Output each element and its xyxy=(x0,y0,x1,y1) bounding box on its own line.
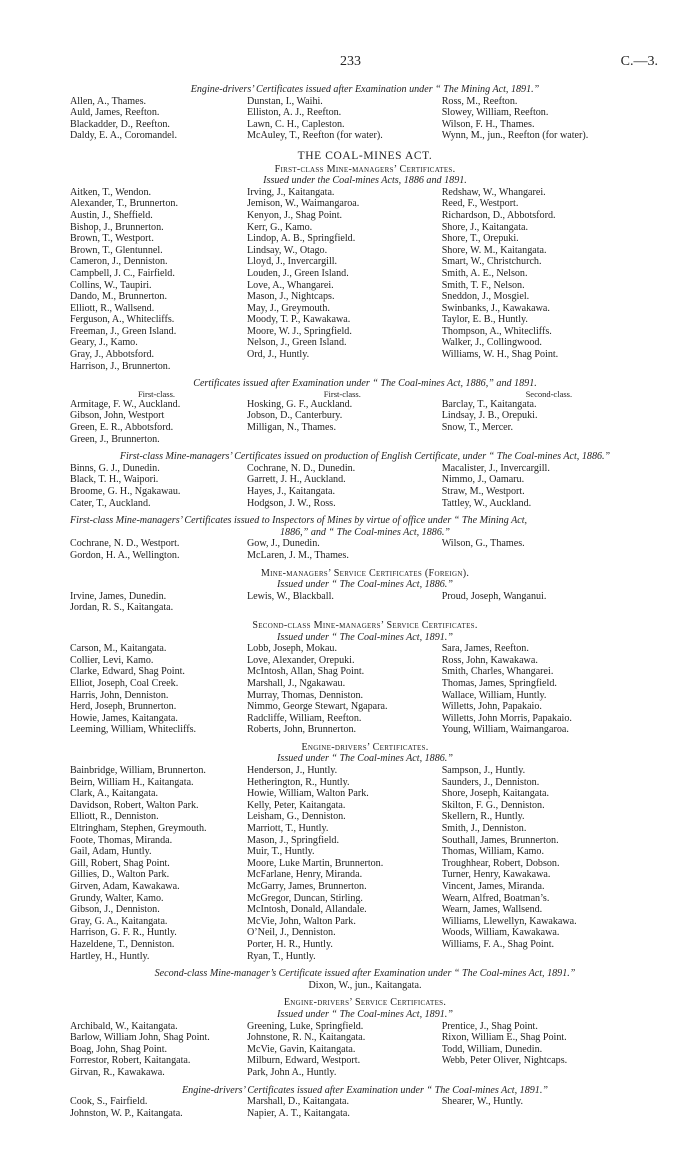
list-entry: Williams, F. A., Shag Point. xyxy=(441,938,555,950)
list-entry: Saunders, J., Denniston. xyxy=(441,776,540,788)
list-entry: Shore, Joseph, Kaitangata. xyxy=(441,788,550,800)
list-entry: Moore, W. J., Springfield. xyxy=(247,325,352,337)
list-entry: Smith, A. E., Nelson. xyxy=(441,267,528,279)
list-entry: Hetherington, R., Huntly. xyxy=(247,776,350,788)
list-entry: McIntosh, Donald, Allandale. xyxy=(247,904,367,916)
section-heading: Certificates issued after Examination under “ The Coal-mines Act, 1886,” and 1891. xyxy=(193,378,537,390)
list-entry: Clarke, Edward, Shag Point. xyxy=(70,666,185,678)
list-entry: Nimmo, George Stewart, Ngapara. xyxy=(247,701,388,713)
list-entry: Green, E. R., Abbotsford. xyxy=(70,422,174,434)
list-entry: Snow, T., Mercer. xyxy=(441,422,513,434)
name-column xyxy=(247,1096,442,1119)
list-entry: Gray, G. A., Kaitangata. xyxy=(70,915,168,927)
name-column xyxy=(442,591,660,614)
list-entry: Gray, J., Abbotsford. xyxy=(70,349,155,361)
list-entry: McVie, Gavin, Kaitangata. xyxy=(247,1043,356,1055)
list-entry: O’Neil, J., Denniston. xyxy=(247,927,336,939)
list-entry: Archibald, W., Kaitangata. xyxy=(70,1020,178,1032)
list-entry: Smart, W., Christchurch. xyxy=(441,256,542,268)
list-entry: Milligan, N., Thames. xyxy=(247,422,336,434)
section-heading: Engine-drivers’ Certificates. xyxy=(301,741,429,753)
list-entry: Marshall, J., Ngakawau. xyxy=(247,677,346,689)
list-entry: Elliston, A. J., Reefton. xyxy=(247,107,342,119)
list-entry: Shore, W. M., Kaitangata. xyxy=(441,244,547,256)
list-entry: Kelly, Peter, Kaitangata. xyxy=(247,799,346,811)
list-entry: Walker, J., Collingwood. xyxy=(441,337,542,349)
name-column xyxy=(442,1096,660,1119)
list-entry: Elliott, R., Wallsend. xyxy=(70,302,155,314)
list-entry: Napier, A. T., Kaitangata. xyxy=(247,1107,350,1119)
list-entry: Wilson, G., Thames. xyxy=(441,538,525,550)
list-entry: Shore, J., Kaitangata. xyxy=(441,221,529,233)
page-number: 233 xyxy=(340,54,361,69)
document-reference: C.—3. xyxy=(620,54,658,69)
column-header: First-class. xyxy=(137,388,176,399)
list-entry: Lindsay, W., Otago. xyxy=(247,244,328,256)
list-entry: Wallace, William, Huntly. xyxy=(441,689,547,701)
list-entry: Webb, Peter Oliver, Nightcaps. xyxy=(441,1055,568,1067)
list-entry: Ryan, T., Huntly. xyxy=(247,950,316,962)
list-entry: Irving, J., Kaitangata. xyxy=(247,186,335,198)
list-entry: Cater, T., Auckland. xyxy=(70,497,151,509)
list-entry: Southall, James, Brunnerton. xyxy=(441,834,559,846)
list-entry: Harris, John, Denniston. xyxy=(70,689,169,701)
certificate-section xyxy=(70,742,660,968)
list-entry: Skellern, R., Huntly. xyxy=(441,811,525,823)
name-column xyxy=(442,643,660,736)
list-entry: Hayes, J., Kaitangata. xyxy=(247,486,336,497)
list-entry: Hodgson, J. W., Ross. xyxy=(247,497,336,509)
list-entry: Lawn, C. H., Capleston. xyxy=(247,118,345,130)
name-column xyxy=(442,1021,660,1079)
list-entry: Johnstone, R. N., Kaitangata. xyxy=(247,1032,366,1044)
list-entry: Tattley, W., Auckland. xyxy=(441,497,532,509)
list-entry: McFarlane, Henry, Miranda. xyxy=(247,869,363,881)
list-entry: Richardson, D., Abbotsford. xyxy=(441,209,556,221)
list-entry: Blackadder, D., Reefton. xyxy=(70,118,170,130)
list-entry: Barclay, T., Kaitangata. xyxy=(441,398,537,410)
list-entry: Dixon, W., jun., Kaitangata. xyxy=(308,979,422,991)
list-entry: Park, John A., Huntly. xyxy=(247,1066,337,1078)
list-entry: McLaren, J. M., Thames. xyxy=(247,549,349,561)
list-entry: Muir, T., Huntly. xyxy=(247,846,315,858)
list-entry: Mason, J., Nightcaps. xyxy=(247,291,335,303)
list-entry: Herd, Joseph, Brunnerton. xyxy=(70,701,177,713)
list-entry: Gibson, John, Westport xyxy=(70,410,165,422)
list-entry: Binns, G. J., Dunedin. xyxy=(70,462,160,474)
list-entry: Bishop, J., Brunnerton. xyxy=(70,221,164,233)
list-entry: Forrestor, Robert, Kaitangata. xyxy=(70,1055,191,1067)
list-entry: McIntosh, Allan, Shag Point. xyxy=(247,666,365,678)
section-heading: Engine-drivers’ Service Certificates. xyxy=(283,997,447,1009)
list-entry: Wilson, F. H., Thames. xyxy=(441,118,535,130)
list-entry: McGarry, James, Brunnerton. xyxy=(247,881,367,892)
list-entry: Ross, M., Reefton. xyxy=(441,95,518,107)
list-entry: Sampson, J., Huntly. xyxy=(441,765,526,777)
list-entry: Elliot, Joseph, Coal Creek. xyxy=(70,677,179,689)
name-column xyxy=(247,1021,442,1079)
list-entry: Girvan, R., Kawakawa. xyxy=(70,1066,165,1078)
page-header xyxy=(0,56,700,72)
list-entry: Harrison, J., Brunnerton. xyxy=(70,360,171,372)
list-entry: Kerr, G., Kamo. xyxy=(247,221,313,233)
list-entry: Gail, Adam, Huntly. xyxy=(70,846,152,858)
list-entry: Boag, John, Shag Point. xyxy=(70,1043,168,1055)
list-entry: Brown, T., Westport. xyxy=(70,233,154,245)
list-entry: Thompson, A., Whitecliffs. xyxy=(441,325,552,337)
section-heading: First-class Mine-managers’ Certificates issued on production of English Certificate, under “ The Coal-mines Act, 1886.” xyxy=(119,451,611,463)
list-entry: Porter, H. R., Huntly. xyxy=(247,938,333,950)
list-entry: Howie, James, Kaitangata. xyxy=(70,712,178,724)
name-column xyxy=(442,399,660,445)
list-entry: Vincent, James, Miranda. xyxy=(441,881,545,892)
name-table xyxy=(70,643,660,736)
list-entry: Louden, J., Green Island. xyxy=(247,267,349,279)
list-entry: Foote, Thomas, Miranda. xyxy=(70,834,173,846)
name-column xyxy=(247,643,442,736)
list-entry: Geary, J., Kamo. xyxy=(70,337,138,349)
list-entry: Auld, James, Reefton. xyxy=(70,107,160,119)
list-entry: Wearn, James, Wallsend. xyxy=(441,904,543,916)
section-heading: 1886,” and “ The Coal-mines Act, 1886.” xyxy=(279,526,451,538)
list-entry: Dunstan, I., Waihi. xyxy=(247,95,323,107)
list-entry: Austin, J., Sheffield. xyxy=(70,209,153,221)
list-entry: Straw, M., Westport. xyxy=(441,486,525,497)
list-entry: Swinbanks, J., Kawakawa. xyxy=(441,302,550,314)
list-entry: Wearn, Alfred, Boatman’s. xyxy=(441,892,550,904)
name-column xyxy=(442,538,660,561)
list-entry: Ferguson, A., Whitecliffs. xyxy=(70,314,175,326)
section-heading: Engine-drivers’ Certificates issued after Examination under “ The Coal-mines Act, 1891.” xyxy=(182,1084,548,1096)
name-column xyxy=(70,1096,247,1119)
list-entry: Love, A., Whangarei. xyxy=(247,279,334,291)
name-column xyxy=(442,463,660,509)
name-column xyxy=(442,187,660,373)
list-entry: Gordon, H. A., Wellington. xyxy=(70,549,180,561)
list-entry: Gillies, D., Walton Park. xyxy=(70,869,170,881)
list-entry: Alexander, T., Brunnerton. xyxy=(70,198,178,210)
name-column xyxy=(70,1021,247,1079)
name-column xyxy=(70,591,247,614)
list-entry: Moore, Luke Martin, Brunnerton. xyxy=(247,857,384,869)
name-table xyxy=(70,1096,660,1119)
list-entry: Dando, M., Brunnerton. xyxy=(70,291,167,303)
list-entry: Smith, J., Denniston. xyxy=(441,823,527,835)
list-entry: Henderson, J., Huntly. xyxy=(247,765,338,777)
list-entry: Willetts, John, Papakaio. xyxy=(441,701,542,713)
certificate-section xyxy=(70,378,660,451)
section-heading: Issued under “ The Coal-mines Act, 1886.” xyxy=(277,753,453,765)
list-entry: Shore, T., Orepuki. xyxy=(441,233,519,245)
list-entry: Armitage, F. W., Auckland. xyxy=(70,398,181,410)
list-entry: Bainbridge, William, Brunnerton. xyxy=(70,765,206,777)
list-entry: Troughhear, Robert, Dobson. xyxy=(441,857,560,869)
list-entry: Green, J., Brunnerton. xyxy=(70,433,160,445)
page-content xyxy=(70,84,660,1119)
list-entry: Campbell, J. C., Fairfield. xyxy=(70,267,175,279)
certificate-section xyxy=(70,568,660,620)
list-entry: Redshaw, W., Whangarei. xyxy=(441,186,546,198)
list-entry: Hazeldene, T., Denniston. xyxy=(70,938,175,950)
name-column xyxy=(70,463,247,509)
list-entry: Smith, T. F., Nelson. xyxy=(441,279,525,291)
section-heading: THE COAL-MINES ACT. xyxy=(297,149,433,162)
list-entry: Gill, Robert, Shag Point. xyxy=(70,857,170,869)
list-entry: Turner, Henry, Kawakawa. xyxy=(441,869,551,881)
list-entry: Radcliffe, William, Reefton. xyxy=(247,712,362,724)
list-entry: Lindop, A. B., Springfield. xyxy=(247,233,356,245)
certificate-section xyxy=(70,968,660,997)
list-entry: Reed, F., Westport. xyxy=(441,198,519,210)
list-entry: Gibson, J., Denniston. xyxy=(70,904,160,916)
list-entry: Elliott, R., Denniston. xyxy=(70,811,159,823)
list-entry: Kenyon, J., Shag Point. xyxy=(247,209,343,221)
list-entry: Jemison, W., Waimangaroa. xyxy=(247,198,360,210)
list-entry: Moody, T. P., Kawakawa. xyxy=(247,314,351,326)
list-entry: Davidson, Robert, Walton Park. xyxy=(70,799,199,811)
column-header: Second-class. xyxy=(525,388,573,399)
section-heading: Issued under “ The Coal-mines Act, 1891.” xyxy=(277,631,453,643)
list-entry: Marriott, T., Huntly. xyxy=(247,823,329,835)
list-entry: Young, William, Waimangaroa. xyxy=(441,724,569,736)
list-entry: Slowey, William, Reefton. xyxy=(441,107,549,119)
list-entry: Leisham, G., Denniston. xyxy=(247,811,346,823)
list-entry: McVie, John, Walton Park. xyxy=(247,915,356,927)
list-entry: Lindsay, J. B., Orepuki. xyxy=(441,410,538,422)
list-entry: Irvine, James, Dunedin. xyxy=(70,590,167,602)
list-entry: Jordan, R. S., Kaitangata. xyxy=(70,602,174,614)
section-heading: Issued under the Coal-mines Acts, 1886 and 1891. xyxy=(263,175,467,187)
list-entry: Lewis, W., Blackball. xyxy=(247,590,334,602)
list-entry: Carson, M., Kaitangata. xyxy=(70,643,167,655)
list-entry: Sneddon, J., Mosgiel. xyxy=(441,291,530,303)
list-entry: Collier, Levi, Kamo. xyxy=(70,654,154,666)
list-entry: Skilton, F. G., Denniston. xyxy=(441,799,545,811)
list-entry: Black, T. H., Waipori. xyxy=(70,474,159,486)
section-heading: First-class Mine-managers’ Certificates. xyxy=(274,163,456,175)
list-entry: Girven, Adam, Kawakawa. xyxy=(70,881,180,892)
list-entry: Freeman, J., Green Island. xyxy=(70,325,177,337)
name-column xyxy=(247,463,442,509)
section-heading: Issued under “ The Coal-mines Act, 1886.” xyxy=(277,579,453,591)
list-entry: Taylor, E. B., Huntly. xyxy=(441,314,528,326)
list-entry: Roberts, John, Brunnerton. xyxy=(247,724,357,736)
list-entry: Cochrane, N. D., Dunedin. xyxy=(247,462,356,474)
list-entry: Brown, T., Glentunnel. xyxy=(70,244,163,256)
column-headers xyxy=(70,390,660,399)
section-heading: First-class Mine-managers’ Certificates issued to Inspectors of Mines by virtue of office under “ The Mining Act, xyxy=(70,515,528,527)
column-header: First-class. xyxy=(323,388,361,399)
list-entry: McAuley, T., Reefton (for water). xyxy=(247,130,383,142)
list-entry: Barlow, William John, Shag Point. xyxy=(70,1032,210,1044)
name-column xyxy=(70,187,247,373)
list-entry: Harrison, G. F. R., Huntly. xyxy=(70,927,177,939)
list-entry: Broome, G. H., Ngakawau. xyxy=(70,486,181,497)
list-entry: Prentice, J., Shag Point. xyxy=(441,1020,538,1032)
name-column xyxy=(70,765,247,962)
name-table xyxy=(70,187,660,373)
list-entry: Ross, John, Kawakawa. xyxy=(441,654,538,666)
name-column xyxy=(247,538,442,561)
list-entry: Jobson, D., Canterbury. xyxy=(247,410,343,422)
certificate-section xyxy=(70,151,660,378)
list-entry: Proud, Joseph, Wanganui. xyxy=(441,590,547,602)
list-entry: Mason, J., Springfield. xyxy=(247,834,339,846)
list-entry: Grundy, Walter, Kamo. xyxy=(70,892,164,904)
list-entry: Cochrane, N. D., Westport. xyxy=(70,538,180,550)
name-column xyxy=(247,399,442,445)
name-column xyxy=(247,187,442,373)
list-entry: Aitken, T., Wendon. xyxy=(70,186,152,198)
list-entry: Willetts, John Morris, Papakaio. xyxy=(441,712,572,724)
list-entry: Macalister, J., Invercargill. xyxy=(441,462,550,474)
name-column xyxy=(70,643,247,736)
list-entry: Daldy, E. A., Coromandel. xyxy=(70,130,177,142)
section-heading: Second-class Mine-manager’s Certificate issued after Examination under “ The Coal-mines Act, 1891.” xyxy=(154,968,576,980)
list-entry: Love, Alexander, Orepuki. xyxy=(247,654,355,666)
list-entry: Leeming, William, Whitecliffs. xyxy=(70,724,197,736)
certificate-section xyxy=(70,451,660,515)
certificate-section xyxy=(70,84,660,148)
list-entry: Nimmo, J., Oamaru. xyxy=(441,474,525,486)
section-heading: Engine-drivers’ Certificates issued after Examination under “ The Mining Act, 1891.” xyxy=(190,84,540,95)
name-column xyxy=(442,765,660,962)
list-entry: Ord, J., Huntly. xyxy=(247,349,310,361)
list-entry: Allen, A., Thames. xyxy=(70,95,147,107)
name-table xyxy=(70,538,660,561)
list-entry: Rixon, William E., Shag Point. xyxy=(441,1032,567,1044)
list-entry: Gow, J., Dunedin. xyxy=(247,538,320,550)
section-spacer xyxy=(70,142,660,148)
list-entry: Garrett, J. H., Auckland. xyxy=(247,474,346,486)
name-table xyxy=(70,399,660,445)
name-table xyxy=(70,1021,660,1079)
list-entry: McGregor, Duncan, Stirling. xyxy=(247,892,363,904)
list-entry: Thomas, William, Kamo. xyxy=(441,846,544,858)
section-heading: Mine-managers’ Service Certificates (Foreign). xyxy=(260,567,470,579)
list-entry: Greening, Luke, Springfield. xyxy=(247,1020,364,1032)
section-heading: Second-class Mine-managers’ Service Certificates. xyxy=(252,619,478,631)
name-column xyxy=(70,399,247,445)
name-column xyxy=(442,96,660,142)
list-entry: Cameron, J., Denniston. xyxy=(70,256,168,268)
list-entry: Collins, W., Taupiri. xyxy=(70,279,152,291)
list-entry: Beirn, William H., Kaitangata. xyxy=(70,776,194,788)
list-entry: Sara, James, Reefton. xyxy=(441,643,529,655)
name-column xyxy=(247,765,442,962)
certificate-section xyxy=(70,1085,660,1120)
list-entry: Marshall, D., Kaitangata. xyxy=(247,1096,350,1108)
name-column xyxy=(70,538,247,561)
list-entry: Wynn, M., jun., Reefton (for water). xyxy=(441,130,589,142)
list-entry: Lobb, Joseph, Mokau. xyxy=(247,643,337,655)
list-entry: Nelson, J., Green Island. xyxy=(247,337,347,349)
list-entry: Smith, Charles, Whangarei. xyxy=(441,666,554,678)
name-table xyxy=(70,96,660,142)
list-entry: Milburn, Edward, Westport. xyxy=(247,1055,361,1067)
list-entry: Hosking, G. F., Auckland. xyxy=(247,398,353,410)
list-entry: Williams, Llewellyn, Kawakawa. xyxy=(441,915,577,927)
certificate-section xyxy=(70,620,660,742)
list-entry: Eltringham, Stephen, Greymouth. xyxy=(70,823,207,835)
section-heading: Issued under “ The Coal-mines Act, 1891.” xyxy=(277,1008,453,1020)
name-table xyxy=(70,591,660,614)
certificate-section xyxy=(70,997,660,1084)
list-entry: Murray, Thomas, Denniston. xyxy=(247,689,364,701)
name-table xyxy=(70,463,660,509)
list-entry: Lloyd, J., Invercargill. xyxy=(247,256,338,268)
name-column xyxy=(70,96,247,142)
list-entry: Woods, William, Kawakawa. xyxy=(441,927,560,939)
list-entry: Howie, William, Walton Park. xyxy=(247,788,369,800)
certificate-section xyxy=(70,515,660,567)
list-entry: Cook, S., Fairfield. xyxy=(70,1096,148,1108)
list-entry: Williams, W. H., Shag Point. xyxy=(441,349,559,361)
list-entry: Shearer, W., Huntly. xyxy=(441,1096,524,1108)
list-entry: Clark, A., Kaitangata. xyxy=(70,788,159,800)
list-entry: Thomas, James, Springfield. xyxy=(441,677,557,689)
list-entry: Johnston, W. P., Kaitangata. xyxy=(70,1107,183,1119)
name-column xyxy=(247,591,442,614)
list-entry: Todd, William, Dunedin. xyxy=(441,1043,543,1055)
name-table xyxy=(70,765,660,962)
list-entry: May, J., Greymouth. xyxy=(247,302,330,314)
list-entry: Hartley, H., Huntly. xyxy=(70,950,150,962)
name-column xyxy=(247,96,442,142)
